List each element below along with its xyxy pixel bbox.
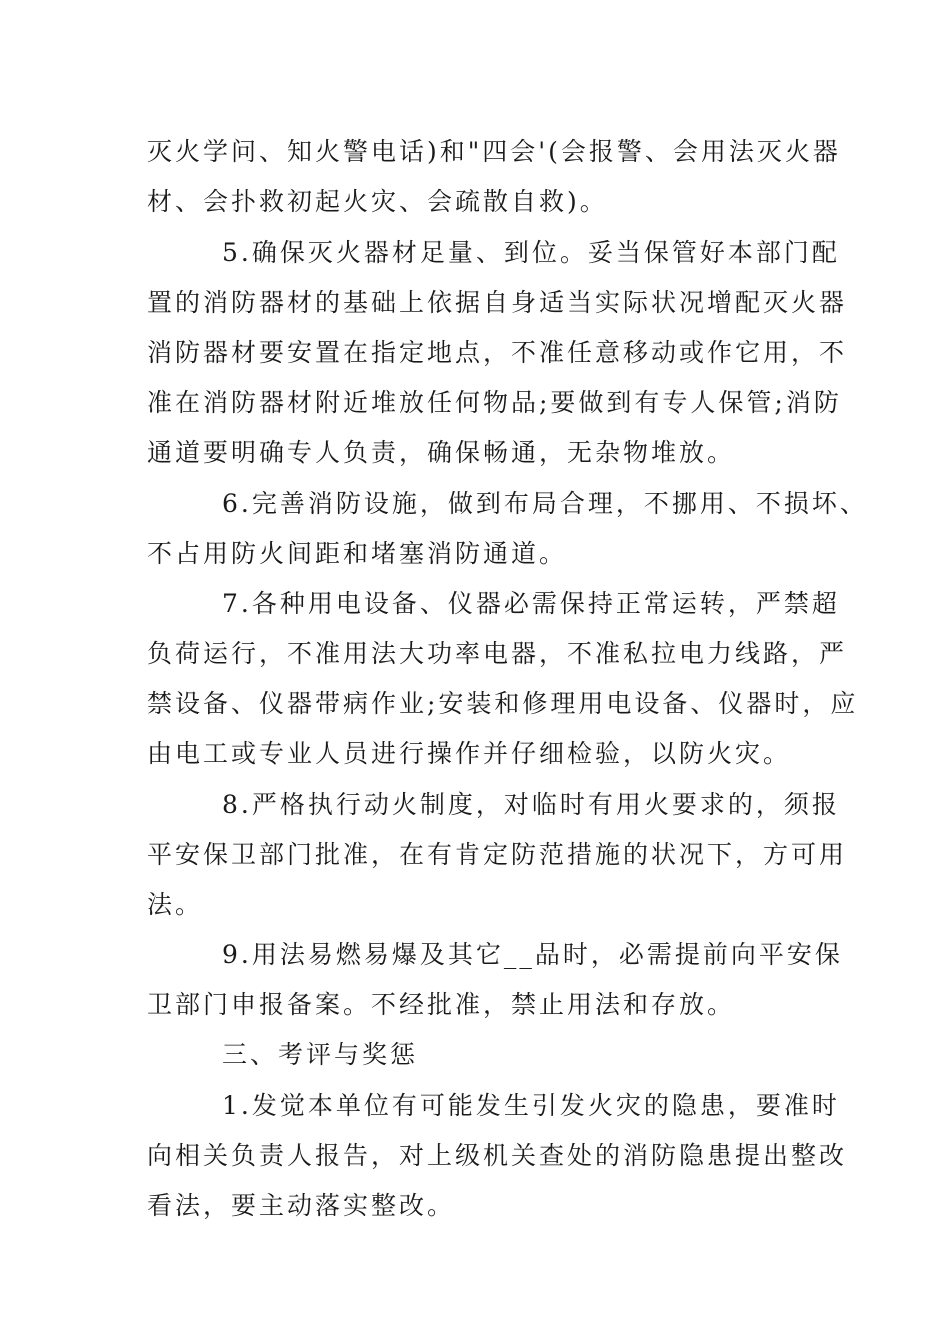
paragraph-line: 平安保卫部门批准，在有肯定防范措施的状况下，方可用: [147, 840, 848, 869]
paragraph-line: 向相关负责人报告，对上级机关查处的消防隐患提出整改: [147, 1141, 848, 1170]
section-heading: 三、考评与奖惩: [222, 1040, 419, 1069]
paragraph-line: 法。: [147, 890, 204, 919]
paragraph-line: 1.发觉本单位有可能发生引发火灾的隐患，要准时: [222, 1091, 840, 1120]
paragraph-line: 卫部门申报备案。不经批准，禁止用法和存放。: [147, 990, 736, 1019]
paragraph-line: 消防器材要安置在指定地点，不准任意移动或作它用，不: [147, 338, 848, 367]
paragraph-line: 不占用防火间距和堵塞消防通道。: [147, 539, 568, 568]
paragraph-line: 看法，要主动落实整改。: [147, 1191, 456, 1220]
paragraph-line: 材、会扑救初起火灾、会疏散自救)。: [147, 187, 608, 216]
paragraph-line: 准在消防器材附近堆放任何物品;要做到有专人保管;消防: [147, 388, 842, 417]
paragraph-line: 8.严格执行动火制度，对临时有用火要求的，须报: [222, 790, 840, 819]
paragraph-line: 通道要明确专人负责，确保畅通，无杂物堆放。: [147, 438, 736, 467]
paragraph-line: 7.各种用电设备、仪器必需保持正常运转，严禁超: [222, 589, 840, 618]
paragraph-line: 9.用法易燃易爆及其它__品时，必需提前向平安保: [222, 940, 843, 969]
paragraph-line: 灭火学问、知火警电话)和"四会'(会报警、会用法灭火器: [147, 137, 841, 166]
paragraph-line: 负荷运行，不准用法大功率电器，不准私拉电力线路，严: [147, 639, 848, 668]
paragraph-line: 5.确保灭火器材足量、到位。妥当保管好本部门配: [222, 238, 840, 267]
paragraph-line: 6.完善消防设施，做到布局合理，不挪用、不损坏、: [222, 489, 868, 518]
paragraph-line: 禁设备、仪器带病作业;安装和修理用电设备、仪器时，应: [147, 689, 859, 718]
paragraph-line: 由电工或专业人员进行操作并仔细检验，以防火灾。: [147, 739, 792, 768]
paragraph-line: 置的消防器材的基础上依据自身适当实际状况增配灭火器: [147, 288, 848, 317]
